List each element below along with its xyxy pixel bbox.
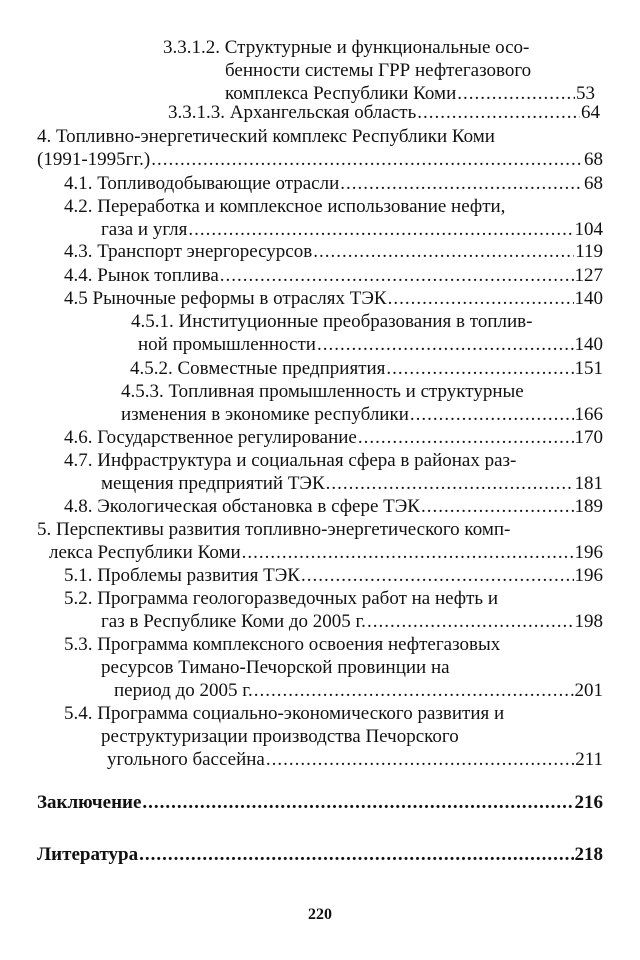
toc-entry-last-line: [37, 791, 603, 814]
toc-page-number: 189: [574, 496, 603, 517]
toc-entry-last-line: [37, 541, 603, 564]
toc-entry-last-line: [64, 172, 603, 195]
toc-entry-line: [64, 587, 603, 610]
toc-entry-text: ресурсов Тимано-Печорской провинции на: [101, 657, 450, 678]
leader-dots: [220, 264, 574, 287]
toc-entry: [64, 426, 603, 449]
leader-dots: [142, 791, 573, 814]
toc-entry-text: комплекса Республики Коми: [225, 83, 457, 104]
toc-page-number: 104: [574, 219, 603, 240]
toc-entry-text: 4.3. Транспорт энергоресурсов: [64, 241, 313, 262]
toc-entry-text: 4.8. Экологическая обстановка в сфере ТЭК: [64, 496, 420, 517]
toc-page-number: 64: [581, 102, 600, 123]
toc-entry-text: 4.5.1. Институционные преобразования в топлив-: [131, 311, 533, 332]
toc-entry-last-line: [64, 426, 603, 449]
toc-entry-text: Заключение: [37, 792, 142, 813]
toc-page-number: 166: [574, 404, 603, 425]
toc-entry-text: 4.5.2. Совместные предприятия: [130, 358, 386, 379]
toc-entry: [64, 702, 603, 771]
toc-entry-last-line: [168, 101, 600, 124]
leader-dots: [188, 218, 573, 241]
toc-entry-last-line: [121, 403, 603, 426]
toc-entry-text: мещения предприятий ТЭК: [101, 473, 325, 494]
leader-dots: [301, 564, 574, 587]
toc-entry-last-line: [64, 218, 603, 241]
toc-entry: [64, 587, 603, 633]
leader-dots: [386, 357, 573, 380]
toc-entry-line: [64, 633, 603, 656]
toc-entry-text: 3.3.1.2. Структурные и функциональные осо-: [163, 37, 530, 58]
toc-entry-text: 4.1. Топливодобывающие отрасли: [64, 173, 340, 194]
toc-entry-last-line: [130, 357, 603, 380]
toc-entry: [64, 264, 603, 287]
toc-entry: [37, 518, 603, 564]
toc-entry-text: ной промышленности: [138, 334, 316, 355]
toc-entry-text: лекса Республики Коми: [49, 542, 241, 563]
toc-entry-text: реструктуризации производства Печорского: [101, 726, 459, 747]
toc-entry-last-line: [64, 264, 603, 287]
toc-entry-text: 5.4. Программа социально-экономического развития и: [64, 703, 505, 724]
toc-entry-text: угольного бассейна: [107, 749, 265, 770]
toc-page-number: 196: [574, 565, 603, 586]
toc-entry-line: [163, 59, 595, 82]
toc-entry-conclusion: [37, 791, 603, 814]
leader-dots: [388, 287, 574, 310]
leader-dots: [367, 610, 574, 633]
toc-entry-text: 5.3. Программа комплексного освоения нефтегазовых: [64, 634, 501, 655]
toc-entry: [64, 287, 603, 310]
toc-entry: [37, 125, 603, 171]
leader-dots: [326, 472, 574, 495]
toc-entry-line: [64, 656, 603, 679]
toc-entry: [131, 310, 603, 356]
toc-entry-last-line: [64, 679, 603, 702]
toc-entry-text: 4.4. Рынок топлива: [64, 265, 219, 286]
toc-entry-literature: [37, 843, 603, 866]
toc-entry: [64, 240, 603, 263]
toc-entry-text: период до 2005 г.: [114, 680, 253, 701]
leader-dots: [358, 426, 574, 449]
toc-entry-last-line: [64, 495, 603, 518]
toc-entry: [64, 495, 603, 518]
leader-dots: [317, 333, 574, 356]
toc-entry-last-line: [37, 148, 603, 171]
toc-entry-last-line: [64, 287, 603, 310]
toc-entry-last-line: [64, 472, 603, 495]
toc-page-number: 201: [574, 680, 603, 701]
page-number: 220: [308, 906, 332, 923]
toc-entry-line: [64, 702, 603, 725]
leader-dots: [266, 748, 574, 771]
toc-page-number: 140: [574, 334, 603, 355]
toc-entry: [121, 380, 603, 426]
toc-page-number: 211: [575, 749, 603, 770]
toc-page-number: 196: [574, 542, 603, 563]
leader-dots: [254, 679, 574, 702]
toc-page-number: 127: [574, 265, 603, 286]
toc-entry: [130, 357, 603, 380]
toc-page-number: 218: [574, 844, 603, 865]
toc-page-number: 170: [574, 427, 603, 448]
toc-entry-text: (1991-1995гг.): [37, 149, 151, 170]
leader-dots: [421, 495, 574, 518]
leader-dots: [151, 148, 583, 171]
leader-dots: [340, 172, 583, 195]
toc-entry-last-line: [64, 240, 603, 263]
toc-page-number: 140: [574, 288, 603, 309]
toc-entry: [64, 633, 603, 702]
toc-entry-last-line: [64, 748, 603, 771]
toc-entry-text: газа и угля: [101, 219, 188, 240]
toc-page-number: 119: [575, 241, 603, 262]
toc-entry-line: [64, 449, 603, 472]
toc-entry: [64, 172, 603, 195]
toc-entry: [64, 449, 603, 495]
toc-entry-last-line: [131, 333, 603, 356]
toc-entry-text: 4.5 Рыночные реформы в отраслях ТЭК: [64, 288, 387, 309]
toc-entry-line: [131, 310, 603, 333]
toc-entry-text: 4.2. Переработка и комплексное использование нефти,: [64, 196, 506, 217]
leader-dots: [417, 101, 580, 124]
toc-entry-line: [37, 125, 603, 148]
leader-dots: [410, 403, 574, 426]
toc-entry: [163, 36, 595, 105]
toc-entry-text: 4. Топливно-энергетический комплекс Республики Коми: [37, 126, 495, 147]
toc-page-number: 151: [574, 358, 603, 379]
toc-entry-last-line: [64, 564, 603, 587]
toc-page-number: 68: [584, 149, 603, 170]
toc-page-number: 181: [574, 473, 603, 494]
toc-entry-text: изменения в экономике республики: [121, 404, 409, 425]
toc-entry-text: 4.5.3. Топливная промышленность и структурные: [121, 381, 524, 402]
toc-entry: [168, 101, 600, 124]
toc-page-number: 68: [584, 173, 603, 194]
toc-entry-last-line: [37, 843, 603, 866]
toc-page-number: 53: [576, 83, 595, 104]
toc-entry: [64, 195, 603, 241]
toc-page-number: 198: [574, 611, 603, 632]
toc-entry-text: 3.3.1.3. Архангельская область: [168, 102, 417, 123]
toc-entry: [64, 564, 603, 587]
toc-entry-text: 4.6. Государственное регулирование: [64, 427, 357, 448]
leader-dots: [139, 843, 573, 866]
toc-entry-line: [37, 518, 603, 541]
toc-entry-line: [163, 36, 595, 59]
toc-page-number: 216: [574, 792, 603, 813]
toc-entry-text: Литература: [37, 844, 139, 865]
leader-dots: [242, 541, 574, 564]
toc-entry-text: 4.7. Инфраструктура и социальная сфера в районах раз-: [64, 450, 517, 471]
leader-dots: [313, 240, 574, 263]
toc-entry-line: [64, 195, 603, 218]
toc-entry-text: 5.1. Проблемы развития ТЭК: [64, 565, 300, 586]
toc-entry-text: бенности системы ГРР нефтегазового: [225, 60, 532, 81]
toc-entry-text: 5. Перспективы развития топливно-энергетического комп-: [37, 519, 511, 540]
toc-entry-line: [121, 380, 603, 403]
toc-entry-text: газ в Республике Коми до 2005 г.: [101, 611, 366, 632]
toc-entry-line: [64, 725, 603, 748]
toc-entry-text: 5.2. Программа геологоразведочных работ на нефть и: [64, 588, 499, 609]
toc-entry-last-line: [64, 610, 603, 633]
